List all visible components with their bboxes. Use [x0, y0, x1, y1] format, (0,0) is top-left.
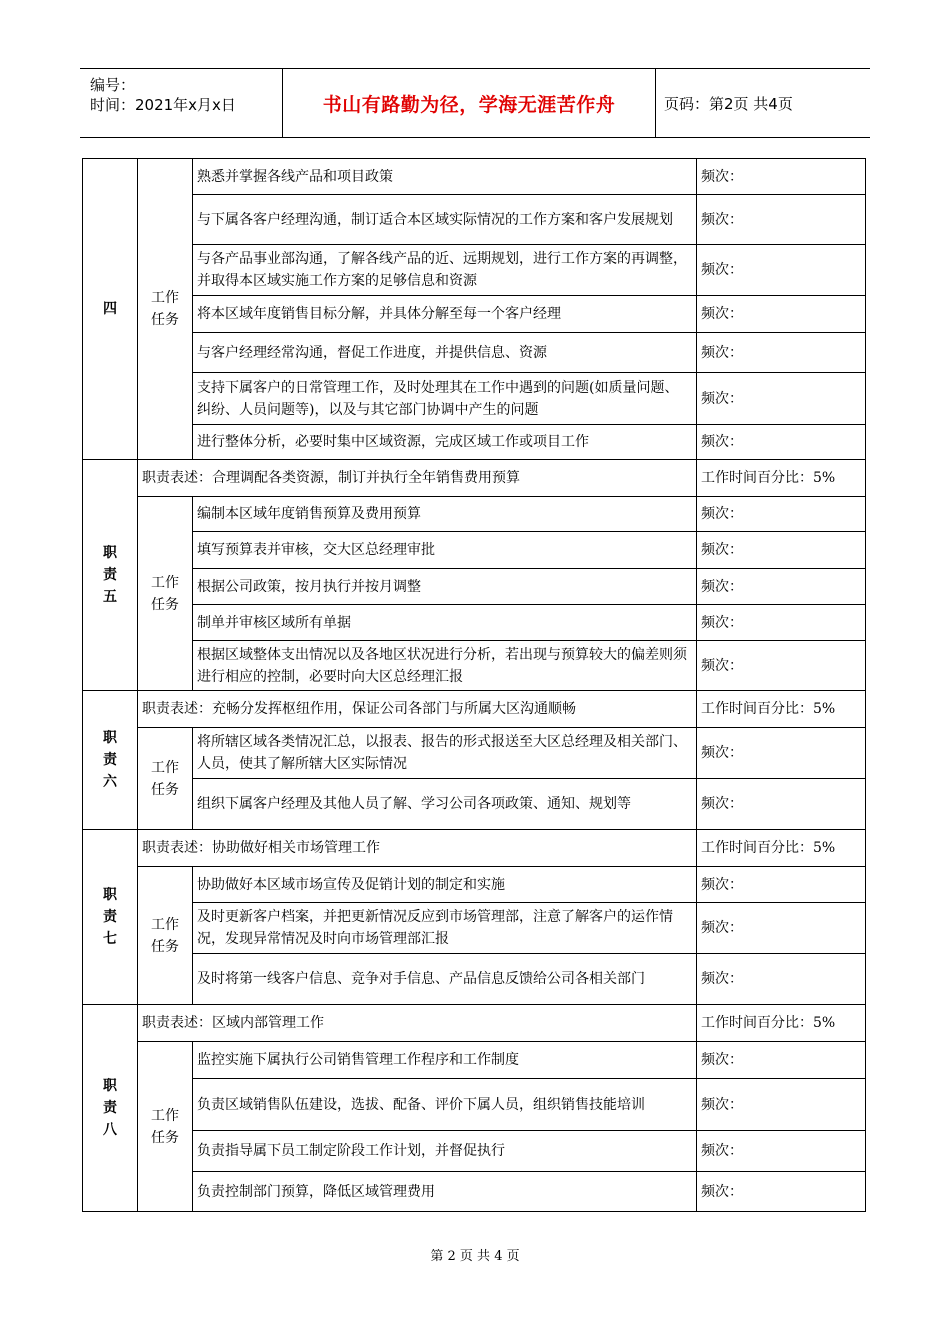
- task-text: 编制本区域年度销售预算及费用预算: [193, 497, 697, 532]
- task-text: 根据公司政策，按月执行并按月调整: [193, 569, 697, 605]
- frequency-label: 频次：: [697, 373, 866, 425]
- frequency-label: 频次：: [697, 1042, 866, 1079]
- table-row: [83, 691, 866, 728]
- duty-7-description: 职责表述：协助做好相关市场管理工作: [138, 830, 697, 867]
- table-row: [83, 245, 866, 296]
- table-row: [83, 569, 866, 605]
- frequency-label: 频次：: [697, 333, 866, 373]
- duty-6-description: 职责表述：充畅分发挥枢纽作用，保证公司各部门与所属大区沟通顺畅: [138, 691, 697, 728]
- frequency-label: 频次：: [697, 605, 866, 641]
- page-header: [80, 68, 870, 138]
- frequency-label: 频次：: [697, 159, 866, 195]
- table-row: [83, 1042, 866, 1079]
- duty-5-description: 职责表述：合理调配各类资源，制订并执行全年销售费用预算: [138, 460, 697, 497]
- table-row: [83, 903, 866, 954]
- task-text: 组织下属客户经理及其他人员了解、学习公司各项政策、通知、规划等: [193, 779, 697, 830]
- table-row: [83, 195, 866, 245]
- frequency-label: 频次：: [697, 532, 866, 569]
- frequency-label: 频次：: [697, 1079, 866, 1131]
- duty-8-task-label: 工作任务: [138, 1042, 193, 1212]
- duty-6-title: 职责六: [83, 691, 138, 830]
- work-time-percentage: 工作时间百分比：5%: [697, 830, 866, 867]
- duties-table: [82, 158, 866, 1212]
- duty-5-title: 职责五: [83, 460, 138, 691]
- table-row: [83, 159, 866, 195]
- frequency-label: 频次：: [697, 245, 866, 296]
- header-motto: 书山有路勤为径，学海无涯苦作舟: [283, 69, 656, 137]
- frequency-label: 频次：: [697, 954, 866, 1005]
- table-row: [83, 867, 866, 903]
- table-row: [83, 954, 866, 1005]
- duty-7-title: 职责七: [83, 830, 138, 1005]
- task-text: 监控实施下属执行公司销售管理工作程序和工作制度: [193, 1042, 697, 1079]
- task-text: 将所辖区域各类情况汇总，以报表、报告的形式报送至大区总经理及相关部门、人员，使其了解所辖大区实际情况: [193, 728, 697, 779]
- duty-4-task-label: 工作任务: [138, 159, 193, 460]
- task-text: 制单并审核区域所有单据: [193, 605, 697, 641]
- duty-6-task-label: 工作任务: [138, 728, 193, 830]
- header-meta: [80, 69, 283, 137]
- table-row: [83, 1131, 866, 1172]
- task-text: 负责控制部门预算，降低区域管理费用: [193, 1172, 697, 1212]
- table-row: [83, 1005, 866, 1042]
- frequency-label: 频次：: [697, 728, 866, 779]
- header-time-label: 时间：2021年x月x日: [90, 96, 236, 114]
- page-footer: 第 2 页 共 4 页: [430, 1249, 520, 1264]
- duty-4-title: 四: [83, 159, 138, 460]
- frequency-label: 频次：: [697, 867, 866, 903]
- table-row: [83, 333, 866, 373]
- table-row: [83, 1172, 866, 1212]
- frequency-label: 频次：: [697, 425, 866, 460]
- duty-8-description: 职责表述：区域内部管理工作: [138, 1005, 697, 1042]
- work-time-percentage: 工作时间百分比：5%: [697, 460, 866, 497]
- table-row: [83, 373, 866, 425]
- task-text: 根据区域整体支出情况以及各地区状况进行分析，若出现与预算较大的偏差则须进行相应的控制，必要时向大区总经理汇报: [193, 641, 697, 691]
- task-text: 及时更新客户档案，并把更新情况反应到市场管理部，注意了解客户的运作情况，发现异常情况及时向市场管理部汇报: [193, 903, 697, 954]
- frequency-label: 频次：: [697, 195, 866, 245]
- header-number-label: 编号：: [90, 76, 136, 94]
- work-time-percentage: 工作时间百分比：5%: [697, 691, 866, 728]
- task-text: 与各产品事业部沟通，了解各线产品的近、远期规划，进行工作方案的再调整，并取得本区域实施工作方案的足够信息和资源: [193, 245, 697, 296]
- frequency-label: 频次：: [697, 903, 866, 954]
- table-row: [83, 830, 866, 867]
- task-text: 与下属各客户经理沟通，制订适合本区域实际情况的工作方案和客户发展规划: [193, 195, 697, 245]
- task-text: 熟悉并掌握各线产品和项目政策: [193, 159, 697, 195]
- table-row: [83, 497, 866, 532]
- task-text: 支持下属客户的日常管理工作，及时处理其在工作中遇到的问题(如质量问题、纠纷、人员问题等)，以及与其它部门协调中产生的问题: [193, 373, 697, 425]
- table-row: [83, 296, 866, 333]
- duty-8-title: 职责八: [83, 1005, 138, 1212]
- frequency-label: 频次：: [697, 569, 866, 605]
- table-row: [83, 532, 866, 569]
- task-text: 负责区域销售队伍建设，选拔、配备、评价下属人员，组织销售技能培训: [193, 1079, 697, 1131]
- frequency-label: 频次：: [697, 296, 866, 333]
- task-text: 负责指导属下员工制定阶段工作计划，并督促执行: [193, 1131, 697, 1172]
- task-text: 与客户经理经常沟通，督促工作进度，并提供信息、资源: [193, 333, 697, 373]
- frequency-label: 频次：: [697, 779, 866, 830]
- frequency-label: 频次：: [697, 1131, 866, 1172]
- table-row: [83, 641, 866, 691]
- task-text: 将本区域年度销售目标分解，并具体分解至每一个客户经理: [193, 296, 697, 333]
- frequency-label: 频次：: [697, 497, 866, 532]
- table-row: [83, 605, 866, 641]
- table-row: [83, 460, 866, 497]
- duty-5-task-label: 工作任务: [138, 497, 193, 691]
- task-text: 进行整体分析，必要时集中区域资源，完成区域工作或项目工作: [193, 425, 697, 460]
- frequency-label: 频次：: [697, 1172, 866, 1212]
- table-row: [83, 425, 866, 460]
- frequency-label: 频次：: [697, 641, 866, 691]
- task-text: 填写预算表并审核，交大区总经理审批: [193, 532, 697, 569]
- table-row: [83, 1079, 866, 1131]
- task-text: 协助做好本区域市场宣传及促销计划的制定和实施: [193, 867, 697, 903]
- table-row: [83, 779, 866, 830]
- task-text: 及时将第一线客户信息、竞争对手信息、产品信息反馈给公司各相关部门: [193, 954, 697, 1005]
- duty-7-task-label: 工作任务: [138, 867, 193, 1005]
- header-page-info: 页码：第2页 共4页: [664, 94, 793, 113]
- table-row: [83, 728, 866, 779]
- work-time-percentage: 工作时间百分比：5%: [697, 1005, 866, 1042]
